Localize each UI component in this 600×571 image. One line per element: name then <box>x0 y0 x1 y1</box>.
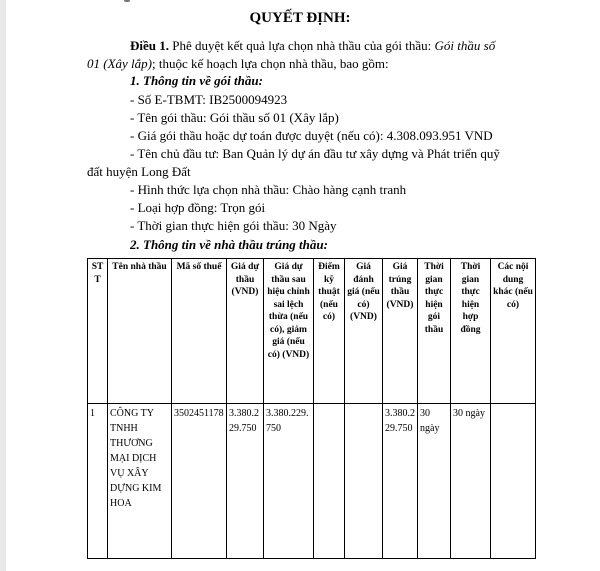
info-contract-type: - Loại hợp đồng: Trọn gói <box>130 200 266 215</box>
header-contractor-name: Tên nhà thầu <box>108 259 172 404</box>
winning-bidder-table <box>87 258 536 559</box>
cell-technical-score <box>314 404 345 559</box>
section-1-heading: 1. Thông tin về gói thầu: <box>130 73 263 88</box>
article-text-before: Phê duyệt kết quả lựa chọn nhà thầu của gói thầu: <box>169 38 435 53</box>
cell-package-duration: 30 ngày <box>418 404 451 559</box>
cell-stt: 1 <box>88 404 108 559</box>
info-selection-method: - Hình thức lựa chọn nhà thầu: Chào hàng cạnh tranh <box>130 182 407 197</box>
article-1-line <box>130 38 495 54</box>
info-investor-cont: đất huyện Long Đất <box>87 164 191 179</box>
decision-title: QUYẾT ĐỊNH: <box>249 10 351 26</box>
info-etbmt: - Số E-TBMT: IB2500094923 <box>130 92 288 107</box>
article-label: Điều 1. <box>130 38 169 53</box>
header-stt: STT <box>88 259 108 404</box>
header-tax-code: Mã số thuế <box>172 259 227 404</box>
cell-tax-code: 3502451178 <box>172 404 227 559</box>
info-investor: - Tên chủ đầu tư: Ban Quản lý dự án đầu tư xây dựng và Phát triển quỹ <box>130 146 500 161</box>
cell-evaluated-price <box>345 404 383 559</box>
cell-adjusted-price: 3.380.229.750 <box>264 404 314 559</box>
cell-contractor-name: CÔNG TY TNHH THƯƠNG MẠI DỊCH VỤ XÂY DỰNG KIM HOA <box>108 404 172 559</box>
section-2-heading: 2. Thông tin về nhà thầu trúng thầu: <box>130 237 328 252</box>
article-text-after: ; thuộc kế hoạch lựa chọn nhà thầu, bao gồm: <box>151 56 389 71</box>
header-other-content: Các nội dung khác (nếu có) <box>491 259 536 404</box>
article-1-line-2 <box>87 56 389 72</box>
info-package-name: - Tên gói thầu: Gói thầu số 01 (Xây lắp) <box>130 110 339 125</box>
table-header-row <box>88 259 536 404</box>
cell-winning-price: 3.380.229.750 <box>383 404 418 559</box>
info-package-price: - Giá gói thầu hoặc dự toán được duyệt (nếu có): 4.308.093.951 VND <box>130 128 493 143</box>
info-duration: - Thời gian thực hiện gói thầu: 30 Ngày <box>130 218 337 233</box>
cell-other-content <box>491 404 536 559</box>
header-winning-price: Giá trúng thầu (VND) <box>383 259 418 404</box>
header-evaluated-price: Giá đánh giá (nếu có) (VND) <box>345 259 383 404</box>
header-contract-duration: Thời gian thực hiện hợp đồng <box>451 259 491 404</box>
package-name-italic-part2: 01 (Xây lắp) <box>87 56 152 71</box>
header-package-duration: Thời gian thực hiện gói thầu <box>418 259 451 404</box>
header-adjusted-price: Giá dự thầu sau hiệu chỉnh sai lệch thừa (nếu có), giảm giá (nếu có) (VND) <box>264 259 314 404</box>
cell-bid-price: 3.380.229.750 <box>227 404 264 559</box>
header-bid-price: Giá dự thầu (VND) <box>227 259 264 404</box>
package-name-italic-part1: Gói thầu số <box>434 38 496 53</box>
header-technical-score: Điểm kỹ thuật (nếu có) <box>314 259 345 404</box>
cell-contract-duration: 30 ngày <box>451 404 491 559</box>
table-row <box>88 404 536 559</box>
